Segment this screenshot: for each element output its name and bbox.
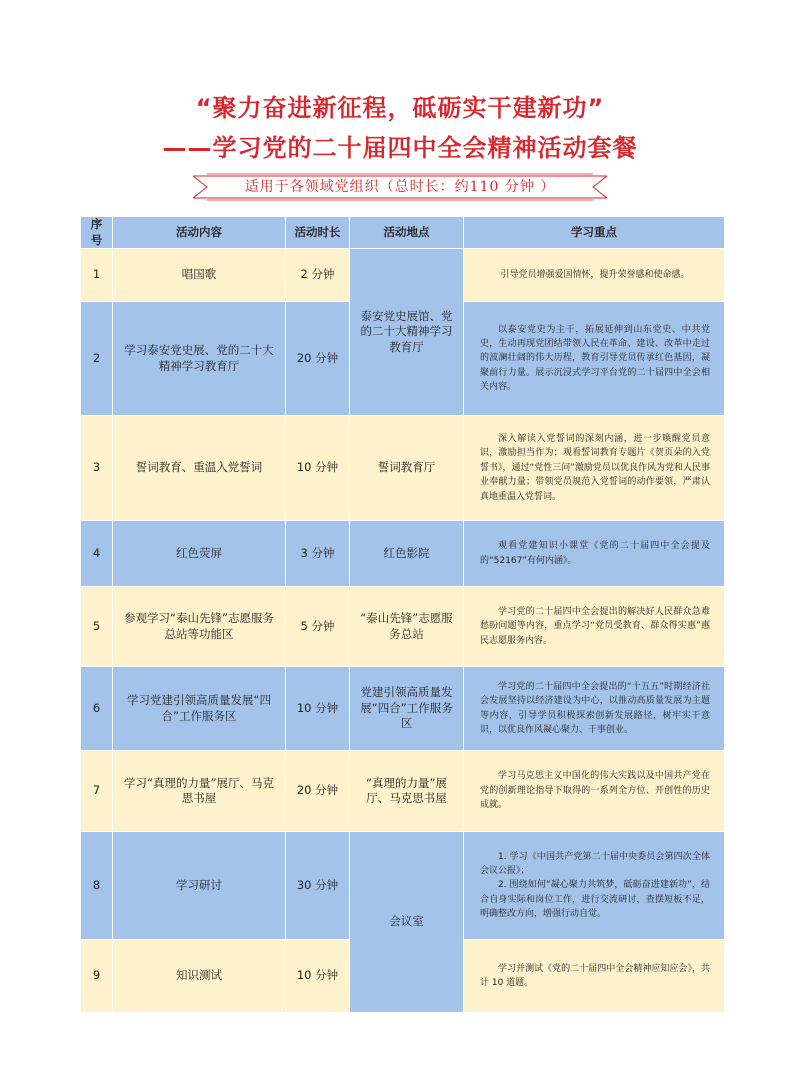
row-location: 誓词教育厅 [350,416,464,521]
row-location: 会议室 [350,832,464,1013]
row-focus: 学习并测试《党的二十届四中全会精神应知应会》，共计 10 道题。 [464,940,725,1013]
table-row [81,587,725,667]
row-focus: 以泰安党史为主干，拓展延伸到山东党史、中共党史，生动再现党团结带领人民在革命、建设、改革中走过的波澜壮阔的伟大历程，教育引导党员传承红色基因，凝聚前行力量。展示沉浸式学习平台党的二十届四中全会相关内容。 [464,302,725,416]
row-no: 1 [81,249,113,302]
row-no: 8 [81,832,113,940]
row-location: 红色影院 [350,521,464,587]
row-duration: 10 分钟 [286,667,350,751]
row-duration: 10 分钟 [286,416,350,521]
row-no: 5 [81,587,113,667]
row-duration: 30 分钟 [286,832,350,940]
table-header-row [81,217,725,249]
table-row [81,521,725,587]
row-no: 4 [81,521,113,587]
row-no: 2 [81,302,113,416]
row-duration: 10 分钟 [286,940,350,1013]
row-content: 学习党建引领高质量发展“四合”工作服务区 [113,667,286,751]
row-focus: 观看党建知识小课堂《党的二十届四中全会提及的“52167”有何内涵》。 [464,521,725,587]
row-duration: 3 分钟 [286,521,350,587]
subtitle-banner [193,172,607,202]
row-duration: 2 分钟 [286,249,350,302]
header-focus: 学习重点 [464,217,725,249]
header-location: 活动地点 [350,217,464,249]
row-focus [464,832,725,940]
row-no: 3 [81,416,113,521]
row-location: 泰安党史展馆、党的二十大精神学习教育厅 [350,249,464,416]
header-duration: 活动时长 [286,217,350,249]
row-duration: 20 分钟 [286,302,350,416]
row-focus: 引导党员增强爱国情怀，提升荣誉感和使命感。 [464,249,725,302]
row-no: 9 [81,940,113,1013]
row-focus: 学习马克思主义中国化的伟大实践以及中国共产党在党的创新理论指导下取得的一系列全方位、开创性的历史成就。 [464,751,725,832]
table-row [81,832,725,940]
page-title-line1: “聚力奋进新征程，砥砺实干建新功” [195,94,605,122]
row-duration: 20 分钟 [286,751,350,832]
row-content: 知识测试 [113,940,286,1013]
page-title-line2: ——学习党的二十届四中全会精神活动套餐 [162,134,638,162]
row-content: 学习研讨 [113,832,286,940]
row-duration: 5 分钟 [286,587,350,667]
row-focus: 学习党的二十届四中全会提出的解决好人民群众急难愁盼问题等内容，重点学习“党员受教育、群众得实惠”惠民志愿服务内容。 [464,587,725,667]
row-location: “真理的力量”展厅、马克思书屋 [350,751,464,832]
row-content: 参观学习“泰山先锋”志愿服务总站等功能区 [113,587,286,667]
focus-item: 1. 学习《中国共产党第二十届中央委员会第四次全体会议公报》； [480,851,710,876]
row-no: 7 [81,751,113,832]
row-location: 党建引领高质量发展“四合”工作服务区 [350,667,464,751]
subtitle: 适用于各领域党组织（总时长：约110 分钟 ） [244,179,556,195]
header-content: 活动内容 [113,217,286,249]
row-content: 唱国歌 [113,249,286,302]
table-row [81,751,725,832]
row-no: 6 [81,667,113,751]
row-focus: 学习党的二十届四中全会提出的“十五五”时期经济社会发展坚持以经济建设为中心，以推动高质量发展为主题等内容，引导学员积极探索创新发展路径，树牢实干意识，以优良作风凝心聚力、干事创业。 [464,667,725,751]
activity-table [80,216,725,1013]
row-location: “泰山先锋”志愿服务总站 [350,587,464,667]
row-content: 学习泰安党史展、党的二十大精神学习教育厅 [113,302,286,416]
row-content: 红色荧屏 [113,521,286,587]
row-content: 誓词教育、重温入党誓词 [113,416,286,521]
table-row [81,249,725,302]
row-focus: 深入解读入党誓词的深刻内涵，进一步唤醒党员意识，激励担当作为；观看誓词教育专题片《贺页朵的入党誓书》，通过“党性三问”激励党员以优良作风为党和人民事业奉献力量；带领党员规范入党誓词的动作要领，严肃认真地重温入党誓词。 [464,416,725,521]
row-content: 学习“真理的力量”展厅、马克思书屋 [113,751,286,832]
table-row [81,667,725,751]
header-no: 序号 [81,217,113,249]
focus-item: 2. 围绕如何“凝心聚力共筑梦，砥砺奋进建新功”，结合自身实际和岗位工作，进行交流研讨，查摆短板不足，明确整改方向，增强行动自觉。 [480,880,710,920]
table-row [81,416,725,521]
